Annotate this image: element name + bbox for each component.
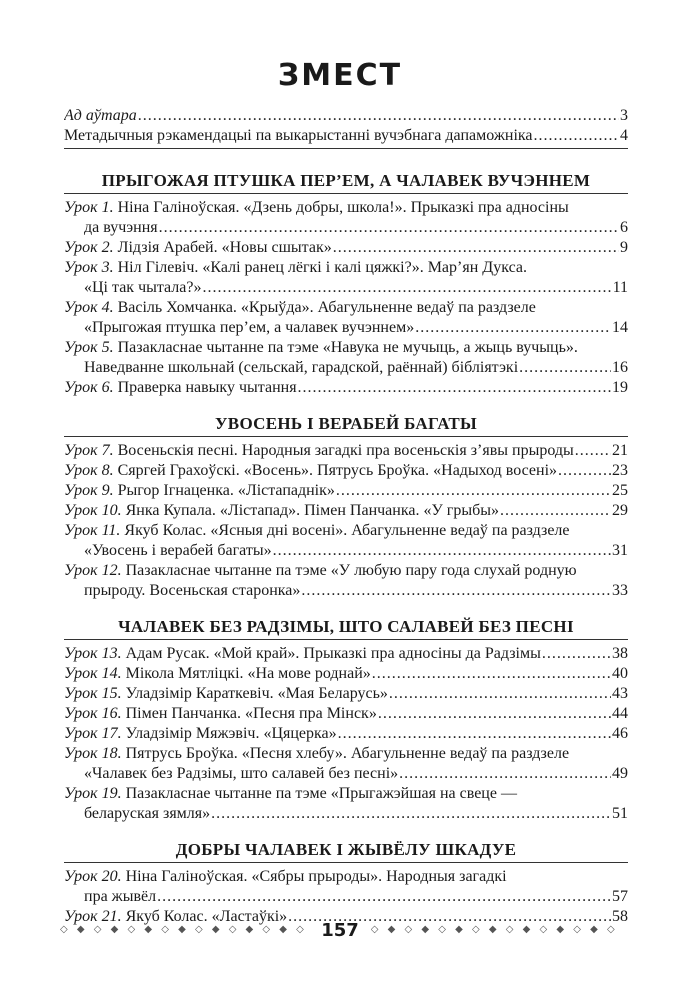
toc-line bbox=[64, 378, 628, 398]
dot-leader bbox=[415, 318, 611, 338]
lesson-label: Урок 8. bbox=[64, 462, 114, 479]
lesson-label: Урок 18. bbox=[64, 745, 122, 762]
dot-leader bbox=[534, 126, 619, 146]
toc-line bbox=[64, 541, 628, 561]
table-of-contents bbox=[64, 106, 628, 943]
dot-leader bbox=[542, 644, 611, 664]
entry-text bbox=[64, 704, 377, 724]
toc-line bbox=[64, 744, 628, 764]
entry-text bbox=[64, 441, 574, 461]
toc-entry bbox=[64, 684, 628, 704]
toc-line bbox=[64, 461, 628, 481]
page-ref: 21 bbox=[612, 442, 628, 459]
toc-entry bbox=[64, 704, 628, 724]
page-footer bbox=[60, 918, 620, 942]
dot-leader bbox=[399, 764, 611, 784]
entry-text bbox=[64, 561, 577, 581]
entry-title: Васіль Хомчанка. «Крыўда». Абагульненне ведаў па раздзеле bbox=[113, 299, 536, 316]
dot-leader bbox=[372, 664, 611, 684]
toc-line bbox=[64, 581, 628, 601]
page-ref: 51 bbox=[612, 805, 628, 822]
entry-text bbox=[64, 664, 371, 684]
entry-title: Пімен Панчанка. «Песня пра Мінск» bbox=[121, 705, 377, 722]
dot-leader bbox=[500, 501, 611, 521]
entry-text bbox=[64, 867, 507, 887]
page-ref: 38 bbox=[612, 645, 628, 662]
dot-leader bbox=[333, 238, 619, 258]
entry-title: Ніна Галіноўская. «Дзень добры, школа!». Прыказкі пра адносіны bbox=[113, 199, 569, 216]
entry-title: Адам Русак. «Мой край». Прыказкі пра адносіны да Радзімы bbox=[121, 645, 541, 662]
toc-line bbox=[64, 198, 628, 218]
toc-section bbox=[64, 171, 628, 398]
toc-line bbox=[64, 441, 628, 461]
entry-title: Ніна Галіноўская. «Сябры прыроды». Народныя загадкі bbox=[121, 868, 507, 885]
page-title: ЗМЕСТ bbox=[277, 58, 403, 93]
entry-title: «Увосень і верабей багаты» bbox=[84, 542, 272, 559]
lesson-label: Урок 9. bbox=[64, 482, 114, 499]
entry-text bbox=[84, 541, 272, 561]
entry-text bbox=[64, 684, 388, 704]
entry-text bbox=[84, 887, 156, 907]
toc-line bbox=[64, 644, 628, 664]
dot-leader bbox=[338, 724, 611, 744]
page-ref: 6 bbox=[620, 219, 628, 236]
lesson-label: Урок 5. bbox=[64, 339, 114, 356]
lesson-label: Урок 10. bbox=[64, 502, 122, 519]
entry-title: Лідзія Арабей. «Новы сшытак» bbox=[113, 239, 332, 256]
entry-title: Пазакласнае чытанне па тэме «Прыгажэйшая на свеце — bbox=[121, 785, 517, 802]
page-ref: 33 bbox=[612, 582, 628, 599]
toc-entry bbox=[64, 378, 628, 398]
toc-line bbox=[64, 338, 628, 358]
page-ref: 23 bbox=[612, 462, 628, 479]
page-ref: 57 bbox=[612, 888, 628, 905]
lesson-label: Урок 14. bbox=[64, 665, 122, 682]
entry-text bbox=[64, 338, 578, 358]
entry-text bbox=[64, 198, 569, 218]
entry-text bbox=[84, 318, 414, 338]
lesson-label: Урок 11. bbox=[64, 522, 121, 539]
dot-leader bbox=[138, 106, 619, 126]
intro-entries bbox=[64, 106, 628, 149]
entry-title: «Прыгожая птушка пер’ем, а чалавек вучэннем» bbox=[84, 319, 415, 336]
lesson-label: Урок 20. bbox=[64, 868, 122, 885]
section-heading: УВОСЕНЬ І ВЕРАБЕЙ БАГАТЫ bbox=[64, 414, 628, 437]
entry-text bbox=[64, 784, 517, 804]
entry-title: «Чалавек без Радзімы, што салавей без песні» bbox=[84, 765, 399, 782]
entry-title: Ніл Гілевіч. «Калі ранец лёгкі і калі цяжкі?». Мар’ян Дукса. bbox=[113, 259, 527, 276]
toc-entry bbox=[64, 298, 628, 338]
page-ref: 3 bbox=[620, 107, 628, 124]
entry-title: Янка Купала. «Лістапад». Пімен Панчанка. «У грыбы» bbox=[121, 502, 499, 519]
toc-line bbox=[64, 887, 628, 907]
dot-leader bbox=[202, 278, 611, 298]
toc-line bbox=[64, 278, 628, 298]
page-ref: 14 bbox=[612, 319, 628, 336]
page-ref: 58 bbox=[612, 908, 628, 925]
lesson-label: Урок 4. bbox=[64, 299, 114, 316]
page-ref: 29 bbox=[612, 502, 628, 519]
section-heading: ДОБРЫ ЧАЛАВЕК І ЖЫВЁЛУ ШКАДУЕ bbox=[64, 840, 628, 863]
toc-line bbox=[64, 501, 628, 521]
entry-title: Якуб Колас. «Ластаўкі» bbox=[121, 908, 288, 925]
entry-title: прыроду. Восеньская старонка» bbox=[84, 582, 301, 599]
entry-title: Уладзімір Караткевіч. «Мая Беларусь» bbox=[121, 685, 388, 702]
entry-title: Якуб Колас. «Ясныя дні восені». Абагульненне ведаў па раздзеле bbox=[120, 522, 570, 539]
entry-text bbox=[64, 481, 335, 501]
entry-text bbox=[64, 521, 570, 541]
dot-leader bbox=[378, 704, 611, 724]
dot-leader bbox=[211, 804, 611, 824]
entry-text bbox=[64, 238, 332, 258]
lesson-label: Урок 15. bbox=[64, 685, 122, 702]
toc-line bbox=[64, 724, 628, 744]
page-ref: 43 bbox=[612, 685, 628, 702]
entry-text bbox=[64, 126, 533, 146]
entry-title: да вучэння bbox=[84, 219, 158, 236]
toc-entry bbox=[64, 106, 628, 126]
entry-text bbox=[84, 581, 300, 601]
toc-entry bbox=[64, 338, 628, 378]
toc-line bbox=[64, 258, 628, 278]
toc-entry bbox=[64, 724, 628, 744]
toc-entry bbox=[64, 198, 628, 238]
toc-entry bbox=[64, 744, 628, 784]
dot-leader bbox=[575, 441, 611, 461]
entry-text bbox=[64, 106, 137, 126]
toc-line bbox=[64, 867, 628, 887]
page-ref: 49 bbox=[612, 765, 628, 782]
page-ref: 46 bbox=[612, 725, 628, 742]
entry-title: Пятрусь Броўка. «Песня хлебу». Абагульненне ведаў па раздзеле bbox=[121, 745, 570, 762]
page-ref: 31 bbox=[612, 542, 628, 559]
page-ref: 19 bbox=[612, 379, 628, 396]
dot-leader bbox=[157, 887, 611, 907]
entry-title: пра жывёл bbox=[84, 888, 157, 905]
toc-line bbox=[64, 238, 628, 258]
toc-section bbox=[64, 840, 628, 927]
toc-entry bbox=[64, 784, 628, 824]
lesson-label: Урок 6. bbox=[64, 379, 114, 396]
toc-entry bbox=[64, 644, 628, 664]
entry-text bbox=[64, 258, 527, 278]
dot-leader bbox=[389, 684, 611, 704]
lesson-label: Урок 2. bbox=[64, 239, 114, 256]
dot-leader bbox=[519, 358, 611, 378]
toc-line bbox=[64, 358, 628, 378]
toc-section bbox=[64, 617, 628, 824]
page-ref: 4 bbox=[620, 127, 628, 144]
dot-leader bbox=[558, 461, 611, 481]
entry-text bbox=[64, 744, 569, 764]
dot-leader bbox=[336, 481, 611, 501]
toc-entry bbox=[64, 441, 628, 461]
page-ref: 16 bbox=[612, 359, 628, 376]
lesson-label: Урок 12. bbox=[64, 562, 122, 579]
section-heading: ПРЫГОЖАЯ ПТУШКА ПЕР’ЕМ, А ЧАЛАВЕК ВУЧЭННЕМ bbox=[64, 171, 628, 194]
lesson-label: Урок 21. bbox=[64, 908, 122, 925]
toc-line bbox=[64, 664, 628, 684]
toc-line bbox=[64, 481, 628, 501]
page-ref: 11 bbox=[612, 279, 628, 296]
toc-sections bbox=[64, 171, 628, 927]
toc-line bbox=[64, 704, 628, 724]
toc-entry bbox=[64, 238, 628, 258]
toc-line bbox=[64, 126, 628, 146]
lesson-label: Ад аўтара bbox=[64, 107, 137, 124]
entry-text bbox=[64, 461, 557, 481]
lesson-label: Урок 13. bbox=[64, 645, 122, 662]
toc-entry bbox=[64, 561, 628, 601]
entry-text bbox=[84, 804, 210, 824]
dot-leader bbox=[159, 218, 619, 238]
toc-entry bbox=[64, 126, 628, 146]
toc-entry bbox=[64, 461, 628, 481]
entry-text bbox=[64, 378, 297, 398]
entry-title: Пазакласнае чытанне па тэме «У любую пару года слухай родную bbox=[121, 562, 577, 579]
toc-line bbox=[64, 764, 628, 784]
toc-line bbox=[64, 804, 628, 824]
entry-title: Наведванне школьнай (сельскай, гарадской, раённай) бібліятэкі bbox=[84, 359, 519, 376]
entry-title: Мікола Мятліцкі. «На мове роднай» bbox=[121, 665, 371, 682]
entry-text bbox=[64, 724, 337, 744]
toc-entry bbox=[64, 501, 628, 521]
toc-entry bbox=[64, 664, 628, 684]
toc-line bbox=[64, 784, 628, 804]
page-ref: 9 bbox=[620, 239, 628, 256]
entry-title: Праверка навыку чытання bbox=[113, 379, 297, 396]
toc-line bbox=[64, 521, 628, 541]
toc-entry bbox=[64, 481, 628, 501]
toc-line bbox=[64, 318, 628, 338]
entry-text bbox=[84, 358, 518, 378]
toc-line bbox=[64, 298, 628, 318]
section-heading: ЧАЛАВЕК БЕЗ РАДЗІМЫ, ШТО САЛАВЕЙ БЕЗ ПЕСНІ bbox=[64, 617, 628, 640]
page-ref: 25 bbox=[612, 482, 628, 499]
lesson-label: Урок 17. bbox=[64, 725, 122, 742]
toc-entry bbox=[64, 867, 628, 907]
entry-text bbox=[64, 644, 541, 664]
entry-text bbox=[84, 218, 158, 238]
lesson-label: Урок 1. bbox=[64, 199, 114, 216]
entry-title: Пазакласнае чытанне па тэме «Навука не мучыць, а жыць вучыць». bbox=[113, 339, 578, 356]
lesson-label: Урок 3. bbox=[64, 259, 114, 276]
toc-section bbox=[64, 414, 628, 601]
ornament-left bbox=[60, 925, 309, 935]
entry-text bbox=[64, 298, 536, 318]
lesson-label: Урок 16. bbox=[64, 705, 122, 722]
dot-leader bbox=[301, 581, 611, 601]
ornament-right bbox=[371, 925, 620, 935]
lesson-label: Урок 19. bbox=[64, 785, 122, 802]
dot-leader bbox=[298, 378, 611, 398]
entry-title: Восеньскія песні. Народныя загадкі пра восеньскія з’явы прыроды bbox=[113, 442, 574, 459]
entry-title: Метадычныя рэкамендацыі па выкарыстанні вучэбнага дапаможніка bbox=[64, 127, 533, 144]
page-ref: 40 bbox=[612, 665, 628, 682]
toc-entry bbox=[64, 258, 628, 298]
toc-entry bbox=[64, 521, 628, 561]
toc-line bbox=[64, 561, 628, 581]
page-ref: 44 bbox=[612, 705, 628, 722]
entry-title: «Ці так чытала?» bbox=[84, 279, 202, 296]
entry-text bbox=[64, 501, 499, 521]
entry-title: Рыгор Ігнаценка. «Лістападнік» bbox=[113, 482, 335, 499]
toc-line bbox=[64, 218, 628, 238]
toc-line bbox=[64, 106, 628, 126]
toc-line bbox=[64, 684, 628, 704]
entry-text bbox=[84, 764, 398, 784]
entry-text bbox=[84, 278, 201, 298]
entry-title: беларуская зямля» bbox=[84, 805, 211, 822]
entry-title: Сяргей Грахоўскі. «Восень». Пятрусь Броўка. «Надыход восені» bbox=[113, 462, 558, 479]
page-number: 157 bbox=[321, 919, 359, 941]
lesson-label: Урок 7. bbox=[64, 442, 114, 459]
entry-title: Уладзімір Мяжэвіч. «Цяцерка» bbox=[121, 725, 337, 742]
dot-leader bbox=[273, 541, 611, 561]
